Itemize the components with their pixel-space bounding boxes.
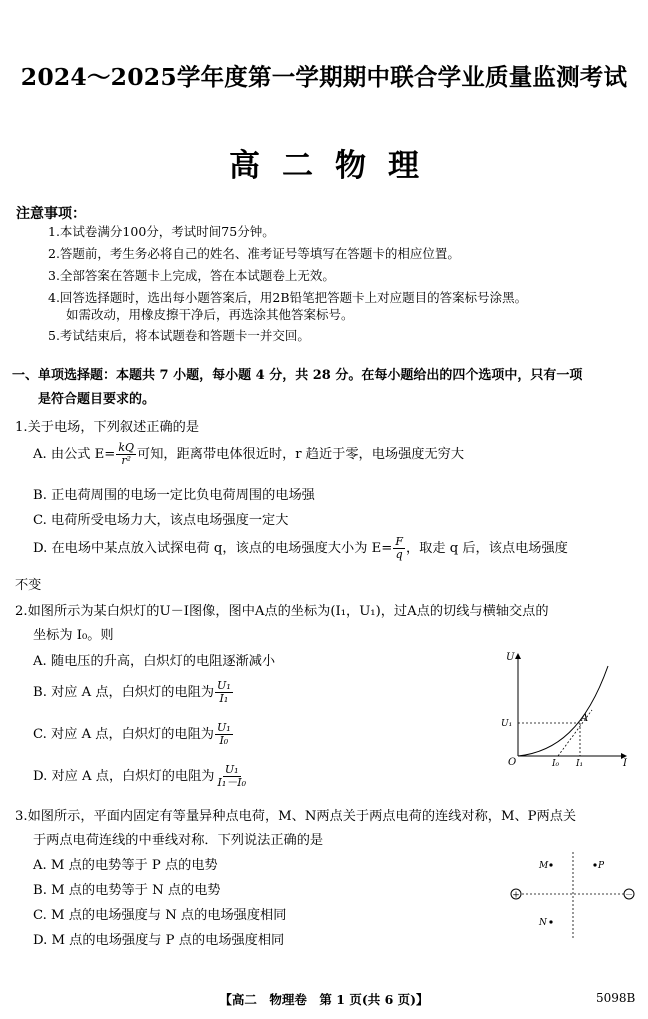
exam-title: 2024～2025学年度第一学期期中联合学业质量监测考试 [20, 63, 628, 91]
question-3-option-c: C. M 点的电场强度与 N 点的电场强度相同 [33, 908, 287, 923]
option-text: B. 对应 A 点，白炽灯的电阻为 [33, 685, 215, 700]
fraction-denominator: I₁ [219, 692, 229, 705]
question-1-option-d-cont: 不变 [15, 578, 42, 593]
question-3-stem: 3.如图所示，平面内固定有等量异种点电荷，M、N两点关于两点电荷的连线对称，M、P两点关 [15, 809, 577, 824]
fraction-denominator: I₀ [219, 734, 229, 747]
fraction-denominator: r² [121, 454, 132, 467]
point-m-label: M [539, 861, 549, 871]
point-a-label: A [581, 713, 589, 724]
point-p-label: P [598, 861, 605, 871]
question-3-option-d: D. M 点的电场强度与 P 点的电场强度相同 [33, 933, 285, 948]
formula-fraction [116, 442, 136, 467]
question-2-option-c [33, 722, 234, 747]
notice-item: 4.回答选择题时，选出每小题答案后，用2B铅笔把答题卡上对应题目的答案标号涂黑。 [48, 290, 528, 305]
formula-fraction [215, 764, 248, 789]
ui-graph [496, 648, 636, 778]
question-1-option-a [33, 442, 464, 467]
point-n-label: N [539, 918, 547, 928]
question-2-option-d [33, 764, 249, 789]
question-1-stem: 1.关于电场，下列叙述正确的是 [15, 420, 200, 435]
fraction-numerator: U₁ [224, 763, 239, 776]
option-text: C. 对应 A 点，白炽灯的电阻为 [33, 727, 214, 742]
positive-charge-sign: + [512, 890, 520, 901]
notice-item: 3.全部答案在答题卡上完成，答在本试题卷上无效。 [48, 268, 335, 283]
point-p [593, 863, 596, 866]
charge-figure [506, 850, 636, 940]
i1-label: I₁ [576, 759, 584, 769]
subject-title: 高二物理 [229, 148, 441, 184]
fraction-denominator: I₁－I₀ [217, 776, 246, 789]
question-1-option-d [33, 536, 568, 561]
question-3-option-b: B. M 点的电势等于 N 点的电势 [33, 883, 221, 898]
question-1-option-c: C. 电荷所受电场力大，该点电场强度一定大 [33, 513, 289, 528]
fraction-numerator: kQ [118, 441, 135, 454]
option-text: D. 在电场中某点放入试探电荷 q，该点的电场强度大小为 E= [33, 541, 393, 556]
notice-item: 1.本试卷满分100分，考试时间75分钟。 [48, 224, 275, 239]
u1-label: U₁ [501, 719, 513, 729]
notice-item: 如需改动，用橡皮擦干净后，再选涂其他答案标号。 [66, 307, 354, 322]
point-n [549, 920, 552, 923]
notice-item: 2.答题前，考生务必将自己的姓名、准考证号等填写在答题卡的相应位置。 [48, 246, 460, 261]
i-label: I [623, 758, 627, 769]
formula-fraction [215, 722, 233, 747]
page-footer: 【高二 物理卷 第 1 页(共 6 页)】 [219, 992, 429, 1007]
question-1-option-b: B. 正电荷周围的电场一定比负电荷周围的电场强 [33, 488, 315, 503]
negative-charge-sign: － [625, 890, 633, 900]
option-text: 可知，距离带电体很近时，r 趋近于零，电场强度无穷大 [137, 447, 465, 462]
question-2-stem: 2.如图所示为某白炽灯的U－I图像，图中A点的坐标为(I₁，U₁)，过A点的切线与横轴交点的 [15, 604, 549, 619]
formula-fraction [393, 536, 405, 561]
question-3-stem-cont: 于两点电荷连线的中垂线对称．下列说法正确的是 [33, 833, 324, 848]
ui-curve [518, 666, 608, 756]
section-heading: 一、单项选择题：本题共 7 小题，每小题 4 分，共 28 分。在每小题给出的四个选项中，只有一项 [12, 368, 583, 383]
question-2-option-b [33, 680, 234, 705]
option-text: A. 由公式 E= [33, 447, 116, 462]
formula-fraction [215, 680, 233, 705]
u-label: U [506, 652, 515, 663]
i0-label: I₀ [552, 759, 560, 769]
origin-label: O [508, 757, 517, 768]
option-text: ，取走 q 后，该点电场强度 [405, 541, 568, 556]
question-2-option-a: A. 随电压的升高，白炽灯的电阻逐渐减小 [33, 654, 276, 669]
question-2-stem-cont: 坐标为 I₀。则 [33, 628, 114, 643]
paper-code: 5098B [596, 991, 636, 1005]
question-3-option-a: A. M 点的电势等于 P 点的电势 [33, 858, 218, 873]
point-m [549, 863, 552, 866]
section-heading-cont: 是符合题目要求的。 [38, 392, 156, 407]
fraction-numerator: F [395, 535, 403, 548]
notice-heading: 注意事项： [16, 206, 86, 222]
option-text: D. 对应 A 点，白炽灯的电阻为 [33, 769, 215, 784]
notice-item: 5.考试结束后，将本试题卷和答题卡一并交回。 [48, 328, 310, 343]
fraction-denominator: q [395, 548, 403, 561]
fraction-numerator: U₁ [217, 679, 231, 692]
fraction-numerator: U₁ [216, 721, 231, 734]
